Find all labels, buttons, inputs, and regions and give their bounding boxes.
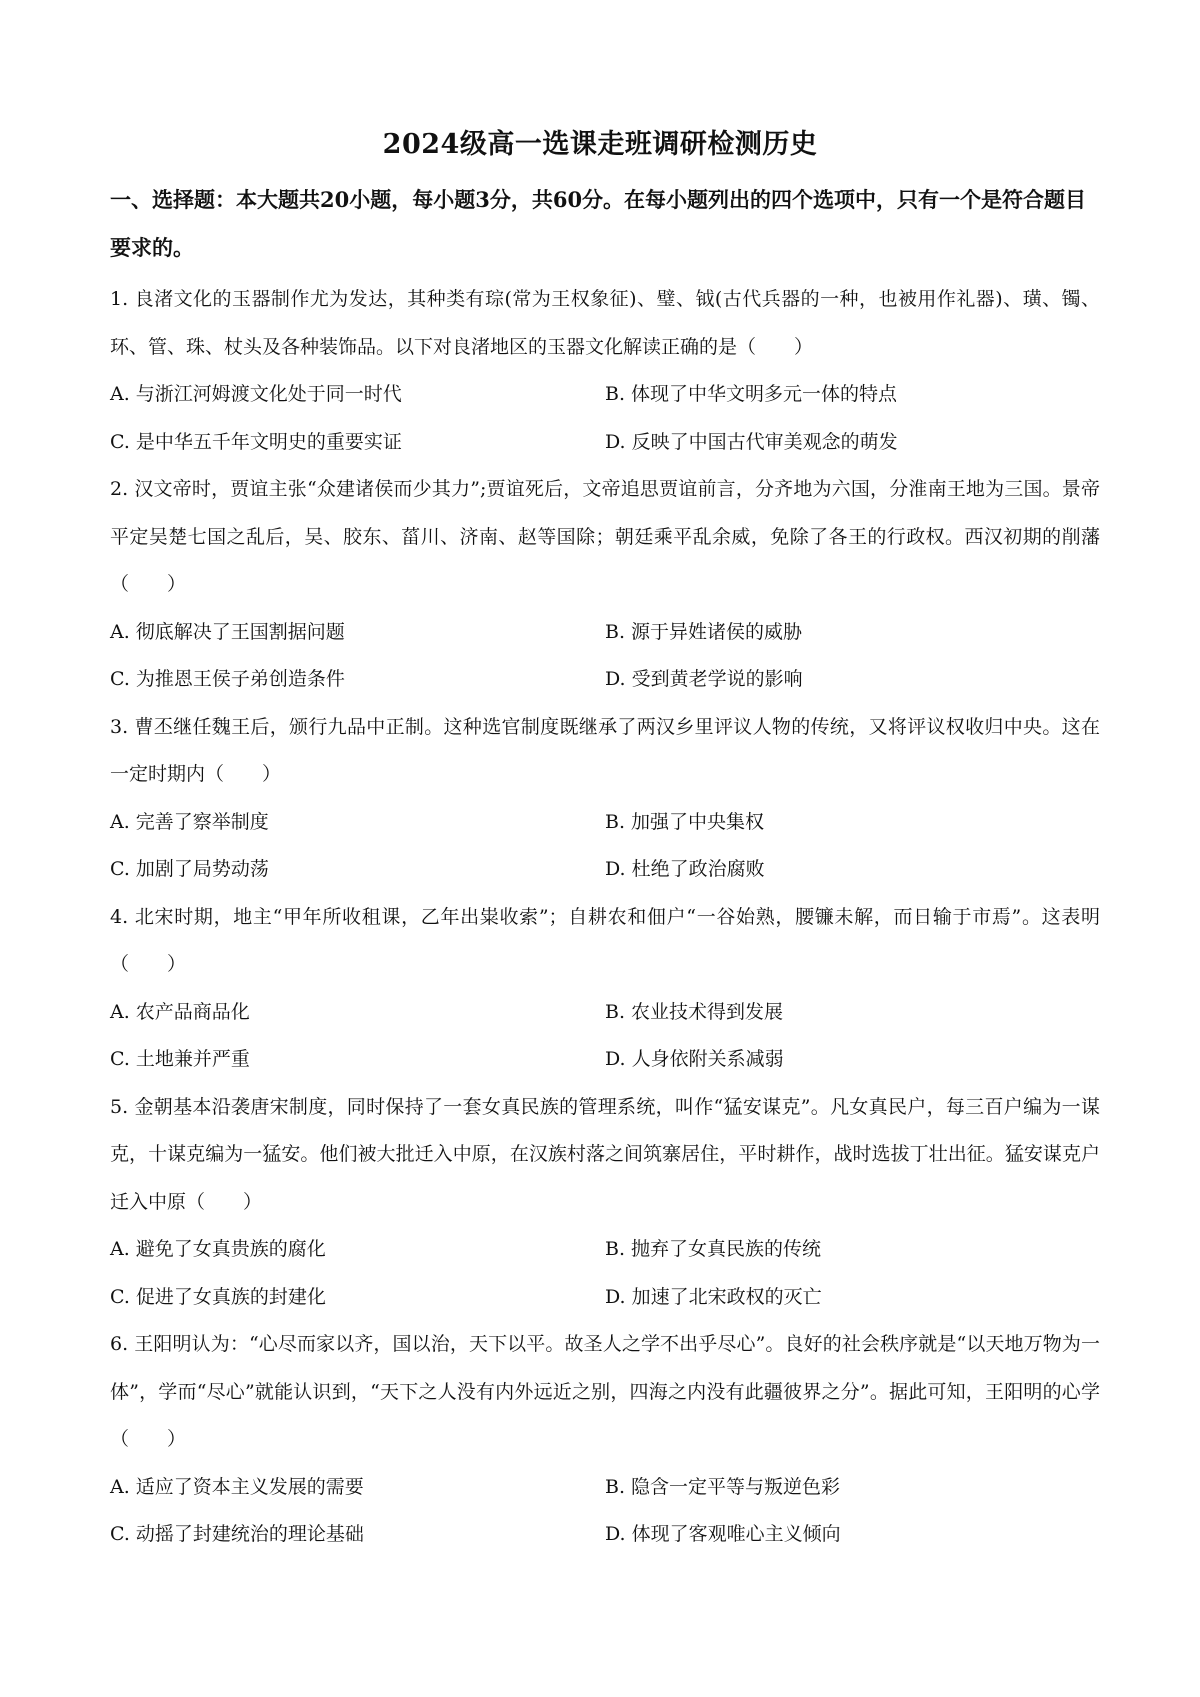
question-6 (110, 1321, 1100, 1559)
option-letter: A. (110, 1238, 130, 1260)
option-text: 体现了中华文明多元一体的特点 (631, 383, 898, 405)
option-letter: D. (605, 430, 626, 453)
option-letter: D. (605, 1523, 626, 1545)
option-text: 加速了北宋政权的灭亡 (631, 1285, 822, 1308)
option-letter: B. (605, 383, 626, 405)
question-text: 良渚文化的玉器制作尤为发达，其种类有琮(常为王权象征)、璧、钺(古代兵器的一种，也被用作礼器)、璜、镯、环、管、珠、杖头及各种装饰品。以下对良渚地区的玉器文化解读正确的是（ ） (110, 288, 1101, 358)
option-text: 加剧了局势动荡 (135, 858, 269, 880)
option-letter: D. (605, 1285, 626, 1308)
option-letter: B. (605, 1475, 626, 1498)
question-text: 曹丕继任魏王后，颁行九品中正制。这种选官制度既继承了两汉乡里评议人物的传统，又将评议权收归中央。这在一定时期内（ ） (110, 715, 1100, 785)
option-a (110, 1464, 605, 1512)
option-letter: C. (110, 668, 130, 690)
question-4 (110, 894, 1100, 1084)
option-letter: C. (110, 1285, 130, 1308)
question-1 (110, 276, 1100, 466)
option-letter: A. (110, 810, 130, 833)
option-d (605, 1036, 1100, 1084)
option-text: 隐含一定平等与叛逆色彩 (631, 1475, 841, 1498)
question-number: 4. (110, 905, 129, 928)
question-2 (110, 466, 1100, 704)
option-list (110, 371, 1100, 466)
page-title: 2024级高一选课走班调研检测历史 (382, 129, 818, 160)
option-d (605, 1511, 1100, 1559)
option-b (605, 371, 1100, 419)
option-text: 受到黄老学说的影响 (631, 668, 803, 690)
option-letter: C. (110, 1523, 130, 1545)
option-letter: C. (110, 430, 130, 453)
option-text: 与浙江河姆渡文化处于同一时代 (135, 383, 402, 405)
option-text: 彻底解决了王国割据问题 (135, 620, 345, 643)
option-c (110, 1036, 605, 1084)
question-5 (110, 1084, 1100, 1322)
question-list (110, 276, 1100, 1559)
question-number: 2. (110, 478, 129, 500)
option-c (110, 656, 605, 704)
option-letter: B. (605, 1000, 626, 1023)
option-text: 抛弃了女真民族的传统 (631, 1238, 822, 1260)
option-c (110, 846, 605, 894)
option-d (605, 419, 1100, 467)
question-number: 6. (110, 1333, 129, 1355)
option-b (605, 799, 1100, 847)
option-text: 农产品商品化 (135, 1000, 250, 1023)
option-text: 避免了女真贵族的腐化 (135, 1238, 326, 1260)
question-stem (110, 894, 1100, 989)
option-text: 杜绝了政治腐败 (631, 858, 765, 880)
option-a (110, 371, 605, 419)
option-letter: A. (110, 620, 130, 643)
option-text: 促进了女真族的封建化 (135, 1285, 326, 1308)
option-letter: C. (110, 858, 130, 880)
option-text: 为推恩王侯子弟创造条件 (135, 668, 345, 690)
option-text: 适应了资本主义发展的需要 (135, 1475, 364, 1498)
option-b (605, 1464, 1100, 1512)
option-text: 源于异姓诸侯的威胁 (631, 620, 803, 643)
option-list (110, 609, 1100, 704)
option-list (110, 989, 1100, 1084)
option-a (110, 609, 605, 657)
question-text: 汉文帝时，贾谊主张“众建诸侯而少其力”;贾谊死后，文帝追思贾谊前言，分齐地为六国，分淮南王地为三国。景帝平定吴楚七国之乱后，吴、胶东、菑川、济南、赵等国除；朝廷乘平乱余威，免除了各王的行政权。西汉初期的削藩（ ） (110, 478, 1100, 595)
option-letter: D. (605, 1048, 626, 1070)
option-list (110, 1464, 1100, 1559)
question-number: 1. (110, 288, 129, 310)
option-text: 农业技术得到发展 (631, 1000, 784, 1023)
option-text: 反映了中国古代审美观念的萌发 (631, 430, 898, 453)
option-text: 体现了客观唯心主义倾向 (631, 1523, 841, 1545)
question-number: 5. (110, 1095, 129, 1118)
option-text: 完善了察举制度 (135, 810, 269, 833)
question-text: 北宋时期，地主“甲年所收租课，乙年出粜收索”；自耕农和佃户“一谷始熟，腰镰未解，而日输于市焉”。这表明（ ） (110, 905, 1100, 975)
option-letter: D. (605, 858, 626, 880)
option-text: 人身依附关系减弱 (631, 1048, 784, 1070)
question-stem (110, 1321, 1100, 1464)
option-c (110, 1274, 605, 1322)
question-text: 王阳明认为：“心尽而家以齐，国以治，天下以平。故圣人之学不出乎尽心”。良好的社会秩序就是“以天地万物为一体”，学而“尽心”就能认识到，“天下之人没有内外远近之别，四海之内没有此疆彼界之分”。据此可知，王阳明的心学（ ） (110, 1333, 1100, 1450)
option-b (605, 989, 1100, 1037)
question-stem (110, 466, 1100, 609)
option-d (605, 846, 1100, 894)
option-b (605, 609, 1100, 657)
option-letter: C. (110, 1048, 130, 1070)
option-d (605, 1274, 1100, 1322)
option-text: 土地兼并严重 (135, 1048, 250, 1070)
option-b (605, 1226, 1100, 1274)
option-text: 动摇了封建统治的理论基础 (135, 1523, 364, 1545)
option-text: 是中华五千年文明史的重要实证 (135, 430, 402, 453)
option-letter: B. (605, 1238, 626, 1260)
question-stem (110, 1084, 1100, 1227)
option-d (605, 656, 1100, 704)
option-letter: A. (110, 383, 130, 405)
section-heading: 一、选择题：本大题共20小题，每小题3分，共60分。在每小题列出的四个选项中，只有一个是符合题目要求的。 (110, 187, 1087, 260)
question-number: 3. (110, 715, 129, 738)
option-c (110, 1511, 605, 1559)
option-letter: D. (605, 668, 626, 690)
option-letter: A. (110, 1000, 130, 1023)
question-text: 金朝基本沿袭唐宋制度，同时保持了一套女真民族的管理系统，叫作“猛安谋克”。凡女真民户，每三百户编为一谋克，十谋克编为一猛安。他们被大批迁入中原，在汉族村落之间筑寨居住，平时耕作，战时选拔丁壮出征。猛安谋克户迁入中原（ ） (110, 1095, 1100, 1213)
question-stem (110, 276, 1100, 371)
option-c (110, 419, 605, 467)
option-text: 加强了中央集权 (631, 810, 765, 833)
question-3 (110, 704, 1100, 894)
option-a (110, 799, 605, 847)
option-letter: B. (605, 620, 626, 643)
option-list (110, 799, 1100, 894)
option-a (110, 1226, 605, 1274)
option-letter: B. (605, 810, 626, 833)
option-letter: A. (110, 1475, 130, 1498)
question-stem (110, 704, 1100, 799)
option-a (110, 989, 605, 1037)
option-list (110, 1226, 1100, 1321)
